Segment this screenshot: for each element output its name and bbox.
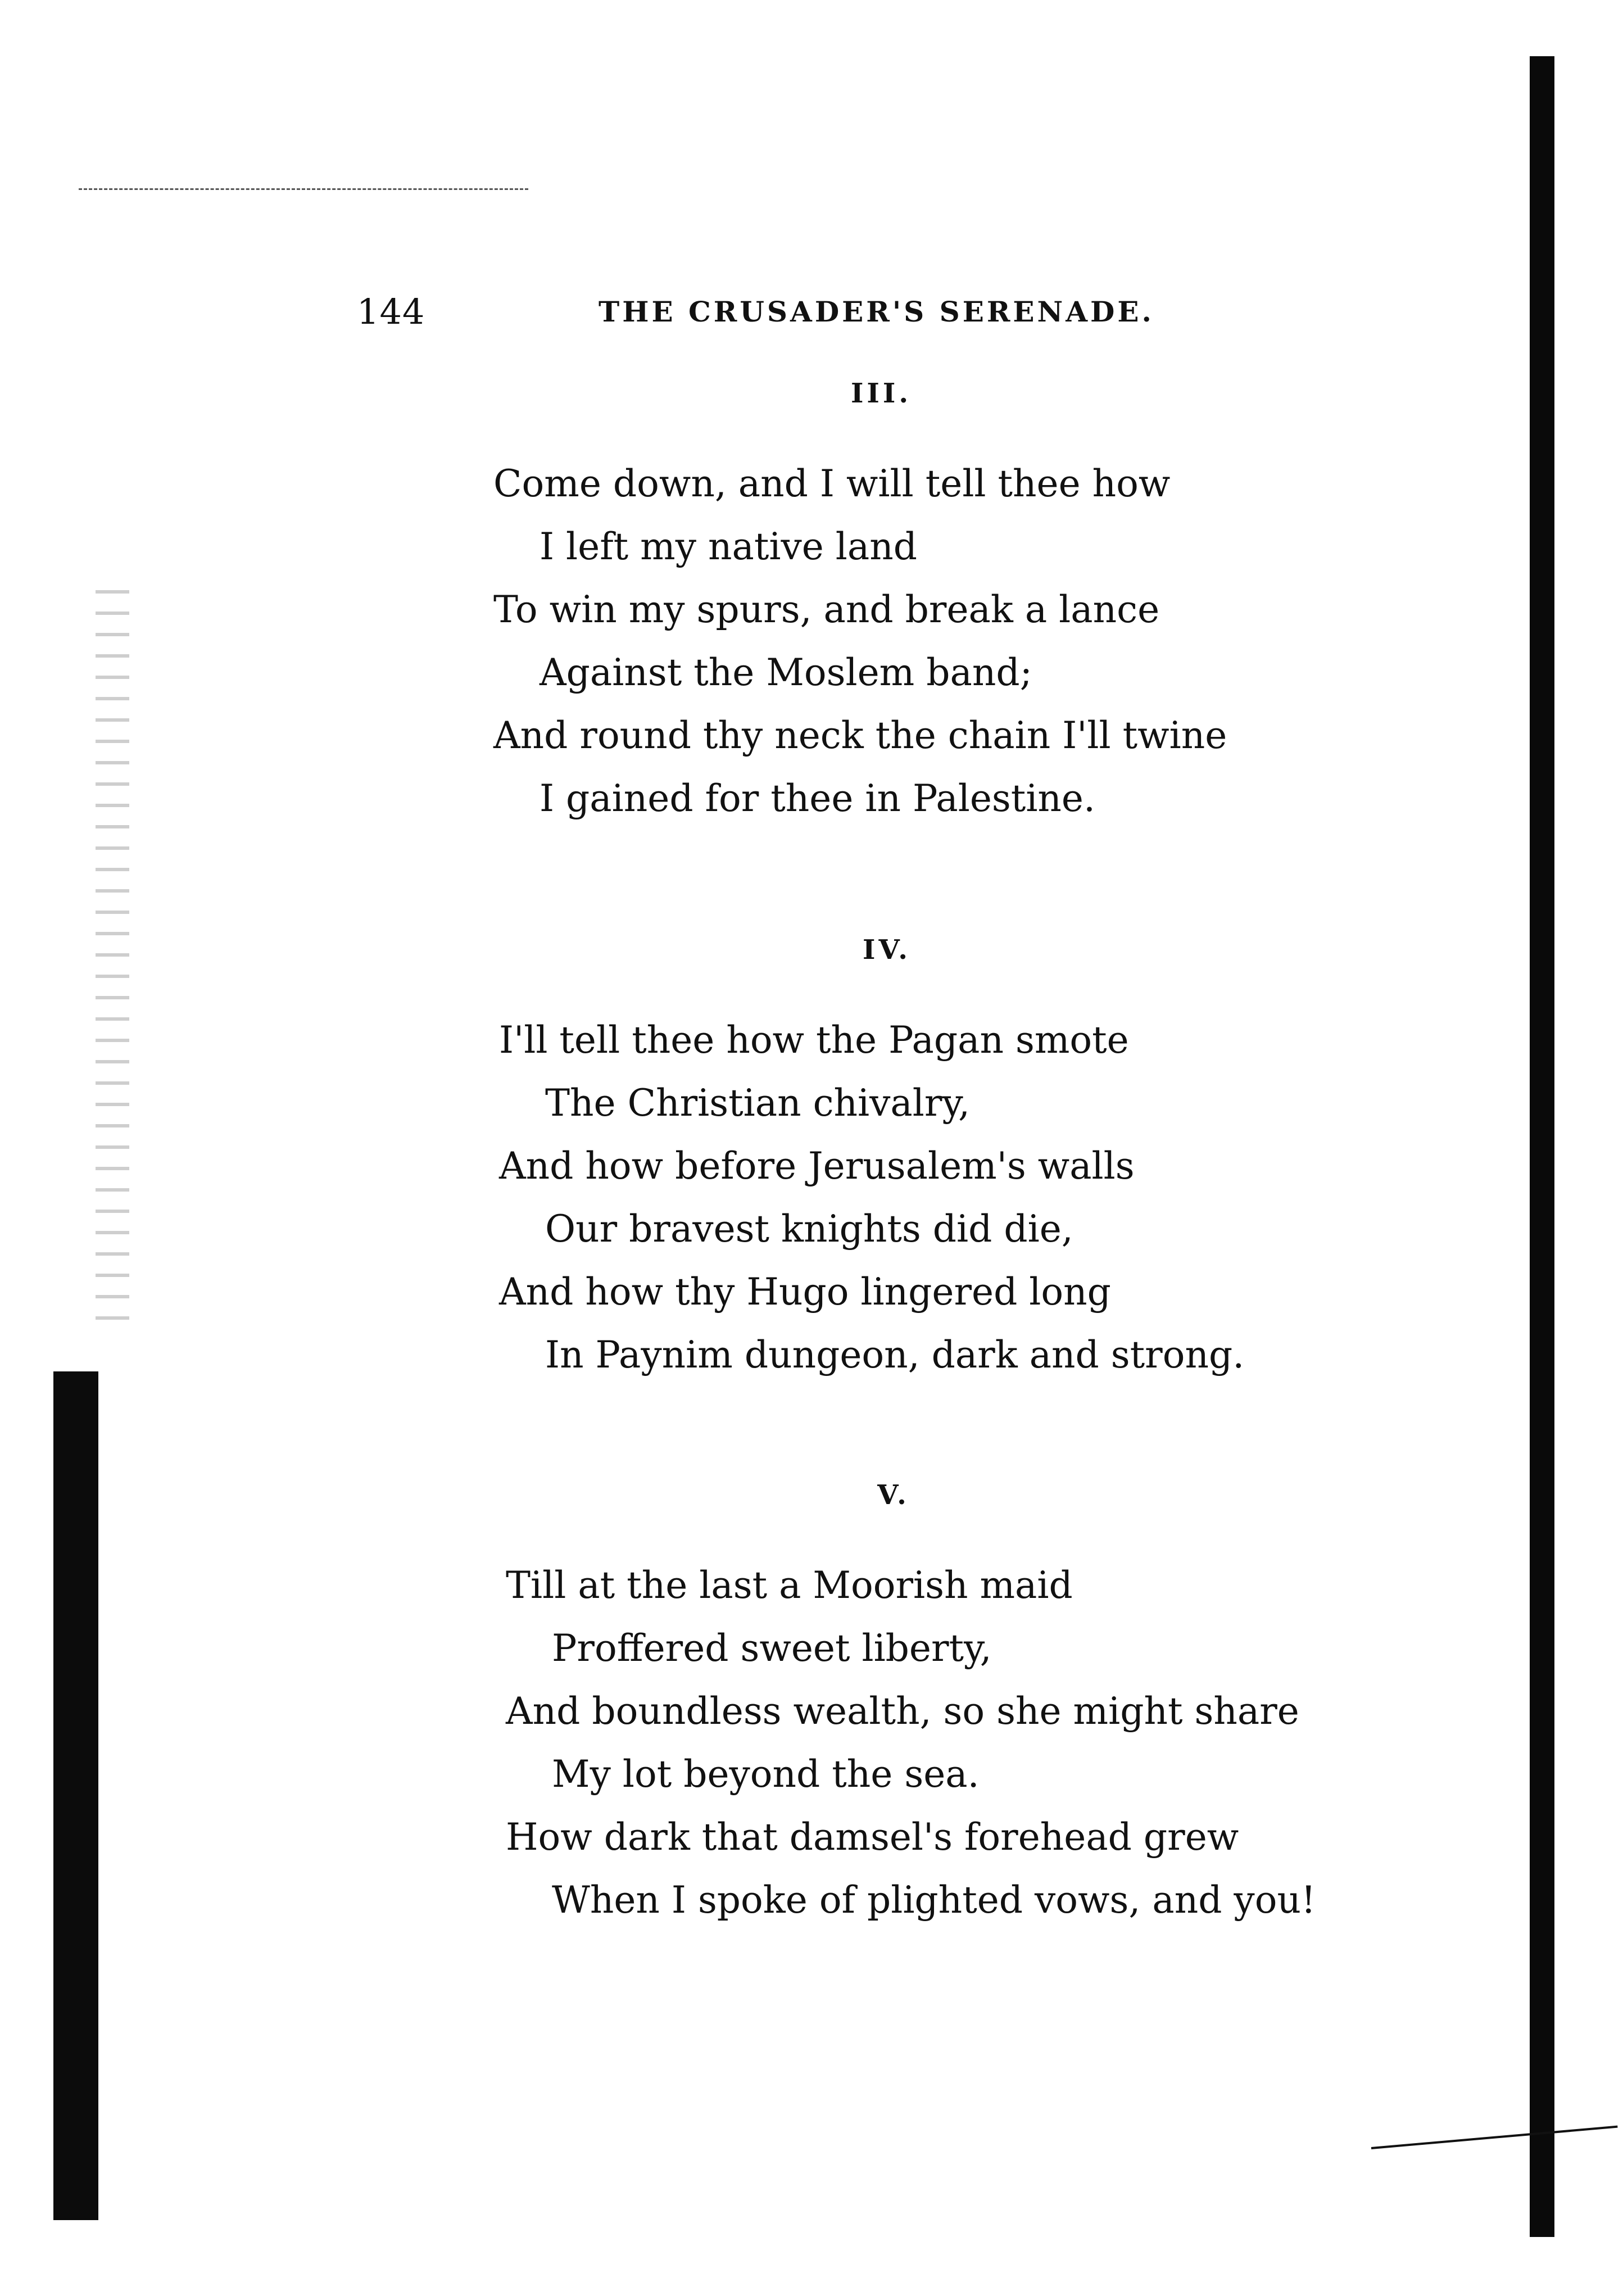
scan-rule-top (79, 188, 528, 190)
verse-line: In Paynim dungeon, dark and strong. (545, 1333, 1245, 1376)
verse-lines (506, 1554, 1316, 1932)
verse-line: I gained for thee in Palestine. (540, 777, 1095, 820)
verse-line: Against the Moslem band; (540, 651, 1032, 694)
verse-line: Till at the last a Moorish maid (506, 1564, 1073, 1607)
verse-line: And boundless wealth, so she might share (506, 1690, 1299, 1733)
verse-line: The Christian chivalry, (545, 1081, 970, 1125)
verse-line: When I spoke of plighted vows, and you! (552, 1878, 1316, 1922)
verse-line: My lot beyond the sea. (552, 1752, 980, 1796)
verse-line: How dark that damsel's forehead grew (506, 1815, 1239, 1859)
stanza-number: III. (850, 378, 912, 409)
verse-line: Proffered sweet liberty, (552, 1627, 992, 1670)
stanza-number: V. (877, 1479, 910, 1511)
running-title: THE CRUSADER'S SERENADE. (599, 295, 1154, 328)
scan-specks-left (96, 590, 129, 1321)
verse-line: Come down, and I will tell thee how (493, 462, 1171, 505)
scan-stroke-bottom (1371, 2126, 1618, 2149)
page-header (357, 287, 1172, 337)
verse-lines (493, 452, 1227, 830)
scan-shadow-right (1530, 56, 1554, 2237)
verse-line: To win my spurs, and break a lance (493, 588, 1160, 631)
verse-line: And how before Jerusalem's walls (499, 1144, 1135, 1188)
verse-lines (499, 1009, 1244, 1387)
verse-line: And round thy neck the chain I'll twine (493, 714, 1227, 757)
verse-line: I'll tell thee how the Pagan smote (499, 1018, 1129, 1062)
scan-shadow-left (53, 1371, 98, 2220)
page-number: 144 (357, 291, 425, 332)
verse-line: And how thy Hugo lingered long (499, 1270, 1111, 1314)
verse-line: Our bravest knights did die, (545, 1207, 1073, 1251)
verse-line: I left my native land (540, 525, 918, 568)
stanza-number: IV. (862, 934, 911, 966)
